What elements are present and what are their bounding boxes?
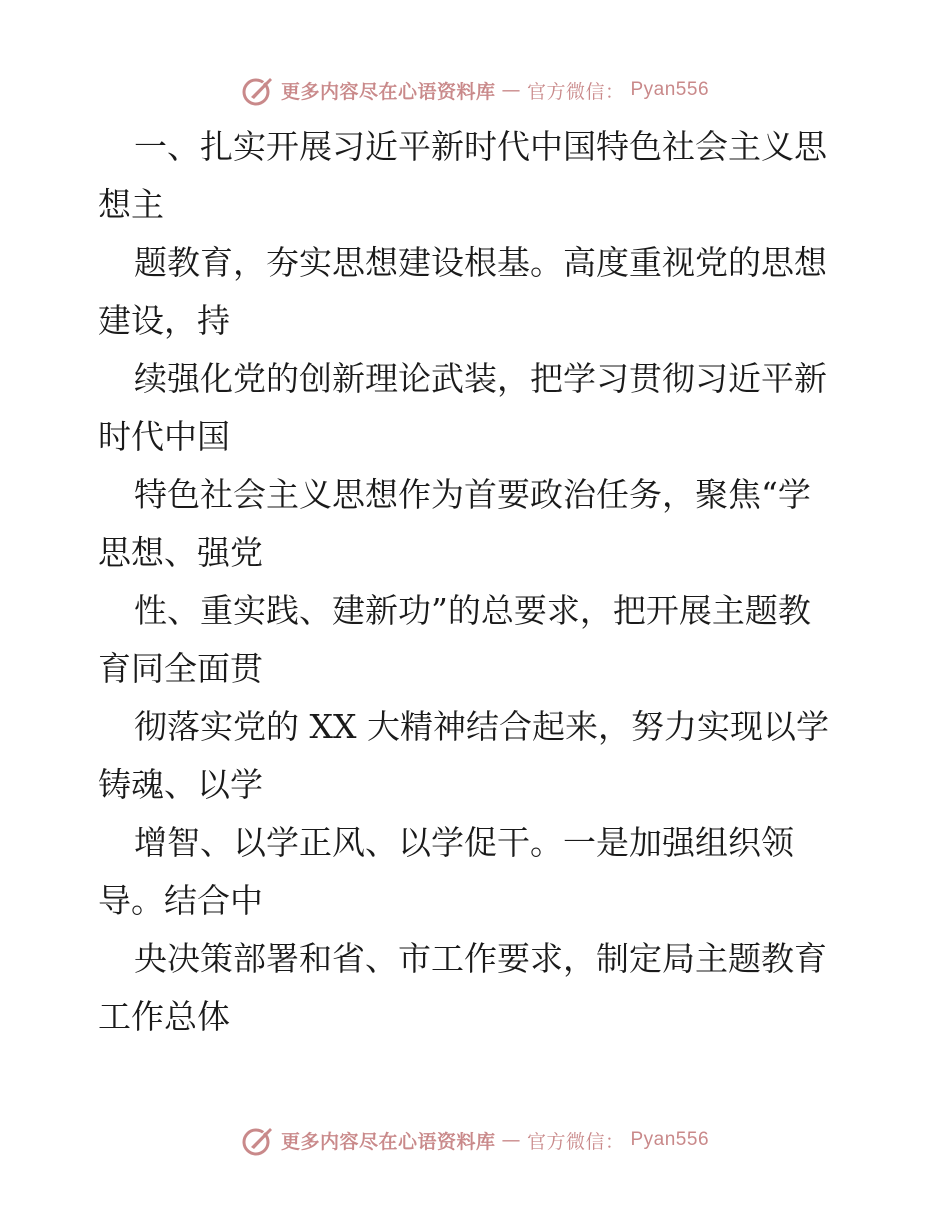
paragraph-line bbox=[98, 582, 858, 698]
text-line: 特色社会主义思想作为首要政治任务，聚焦“学 bbox=[134, 475, 811, 514]
watermark-brand: 更多内容尽在心语资料库 bbox=[280, 1130, 496, 1153]
watermark-sub: 官方微信： bbox=[526, 80, 625, 103]
paragraph-line bbox=[98, 698, 858, 814]
text-line: 工作总体 bbox=[98, 997, 230, 1036]
quill-logo-icon bbox=[241, 73, 275, 107]
text-line: 建设，持 bbox=[98, 301, 230, 340]
paragraph-line bbox=[98, 118, 858, 234]
paragraph-line bbox=[98, 350, 858, 466]
text-line: 一、扎实开展习近平新时代中国特色社会主义思 bbox=[134, 127, 827, 166]
watermark-separator: — bbox=[501, 1129, 521, 1151]
text-line: 想主 bbox=[98, 185, 164, 224]
quill-logo-icon bbox=[241, 1123, 275, 1157]
paragraph-line bbox=[98, 814, 858, 930]
header-watermark bbox=[0, 70, 950, 110]
text-line: 导。结合中 bbox=[98, 881, 263, 920]
paragraph-line bbox=[98, 930, 858, 1046]
watermark-id: Pyan556 bbox=[630, 79, 710, 100]
text-line: 增智、以学正风、以学促干。一是加强组织领 bbox=[134, 823, 794, 862]
text-line: 育同全面贯 bbox=[98, 649, 263, 688]
text-line: 题教育，夯实思想建设根基。高度重视党的思想 bbox=[134, 243, 827, 282]
paragraph-line bbox=[98, 466, 858, 582]
text-line: 彻落实党的 XX 大精神结合起来，努力实现以学 bbox=[134, 707, 829, 746]
footer-watermark bbox=[0, 1120, 950, 1160]
text-line: 铸魂、以学 bbox=[98, 765, 263, 804]
watermark-separator: — bbox=[501, 79, 521, 101]
text-line: 时代中国 bbox=[98, 417, 230, 456]
watermark-id: Pyan556 bbox=[630, 1129, 710, 1150]
text-line: 思想、强党 bbox=[98, 533, 263, 572]
text-line: 性、重实践、建新功”的总要求，把开展主题教 bbox=[134, 591, 811, 630]
text-line: 央决策部署和省、市工作要求，制定局主题教育 bbox=[134, 939, 827, 978]
text-line: 续强化党的创新理论武装，把学习贯彻习近平新 bbox=[134, 359, 827, 398]
paragraph-line bbox=[98, 234, 858, 350]
document-body bbox=[98, 118, 858, 1046]
watermark-brand: 更多内容尽在心语资料库 bbox=[280, 80, 496, 103]
watermark-sub: 官方微信： bbox=[526, 1130, 625, 1153]
